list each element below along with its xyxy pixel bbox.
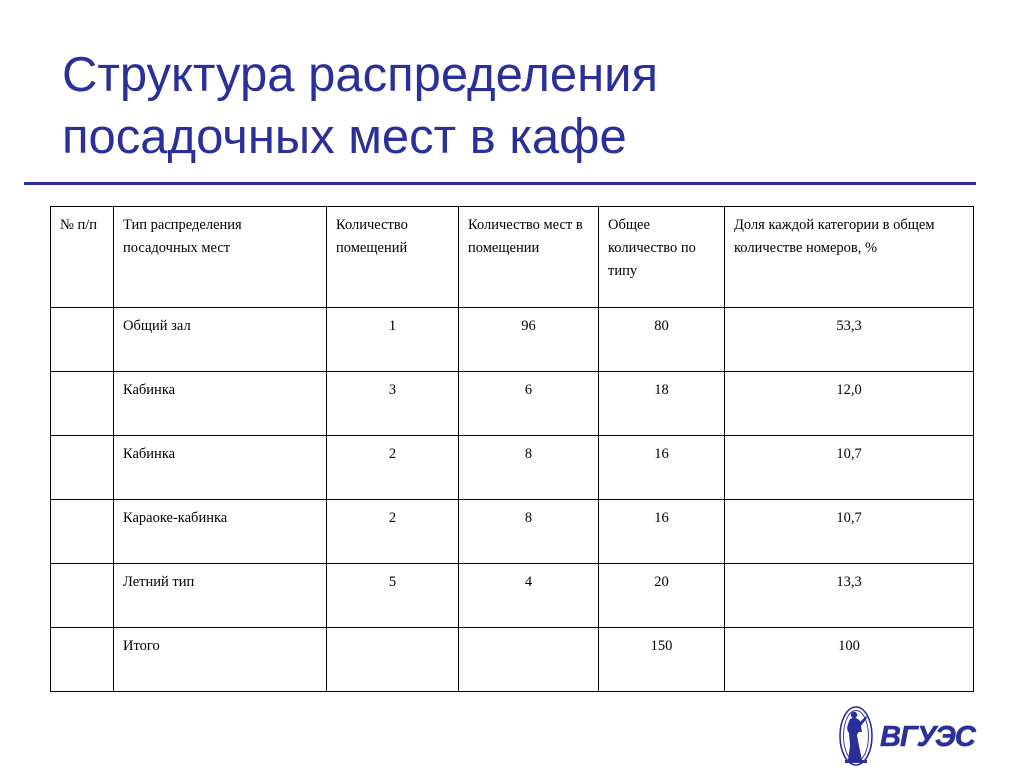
header-cell-index: № п/п xyxy=(51,207,114,308)
table-header-row xyxy=(51,207,974,308)
cell-total: 80 xyxy=(599,308,725,372)
cell-total: 20 xyxy=(599,564,725,628)
cell-type: Караоке-кабинка xyxy=(114,500,327,564)
cell-rooms: 3 xyxy=(327,372,459,436)
cell-total: 150 xyxy=(599,628,725,692)
cell-total: 18 xyxy=(599,372,725,436)
table-row xyxy=(51,308,974,372)
cell-type: Итого xyxy=(114,628,327,692)
statue-emblem-icon xyxy=(840,707,872,765)
logo-text: ВГУЭС xyxy=(880,721,975,753)
cell-seats-per-room: 96 xyxy=(459,308,599,372)
cell-share: 10,7 xyxy=(725,436,974,500)
cell-type: Летний тип xyxy=(114,564,327,628)
cell-index xyxy=(51,372,114,436)
cell-index xyxy=(51,308,114,372)
cell-rooms xyxy=(327,628,459,692)
table-row xyxy=(51,372,974,436)
header-cell-type: Тип распределения посадочных мест xyxy=(114,207,327,308)
cell-index xyxy=(51,500,114,564)
table-row xyxy=(51,500,974,564)
cell-rooms: 2 xyxy=(327,436,459,500)
cell-type: Кабинка xyxy=(114,436,327,500)
cell-index xyxy=(51,564,114,628)
table-row xyxy=(51,436,974,500)
cell-seats-per-room: 8 xyxy=(459,436,599,500)
cell-seats-per-room: 8 xyxy=(459,500,599,564)
cell-share: 100 xyxy=(725,628,974,692)
title-line-2: посадочных мест в кафе xyxy=(62,110,627,164)
cell-share: 12,0 xyxy=(725,372,974,436)
cell-type: Кабинка xyxy=(114,372,327,436)
university-logo xyxy=(836,702,996,766)
cell-seats-per-room: 6 xyxy=(459,372,599,436)
title-line-1: Структура распределения xyxy=(62,48,659,102)
cell-total: 16 xyxy=(599,436,725,500)
cell-index xyxy=(51,628,114,692)
cell-index xyxy=(51,436,114,500)
cell-rooms: 1 xyxy=(327,308,459,372)
title-divider xyxy=(24,182,976,185)
table-row xyxy=(51,564,974,628)
header-cell-total: Общее количество по типу xyxy=(599,207,725,308)
cell-rooms: 5 xyxy=(327,564,459,628)
cell-type: Общий зал xyxy=(114,308,327,372)
cell-rooms: 2 xyxy=(327,500,459,564)
header-cell-share: Доля каждой категории в общем количестве номеров, % xyxy=(725,207,974,308)
seating-table xyxy=(50,206,974,692)
page-title xyxy=(62,44,962,168)
cell-share: 53,3 xyxy=(725,308,974,372)
table-total-row xyxy=(51,628,974,692)
header-cell-rooms: Количество помещений xyxy=(327,207,459,308)
cell-share: 10,7 xyxy=(725,500,974,564)
cell-seats-per-room: 4 xyxy=(459,564,599,628)
header-cell-seats-per-room: Количество мест в помещении xyxy=(459,207,599,308)
cell-seats-per-room xyxy=(459,628,599,692)
cell-total: 16 xyxy=(599,500,725,564)
cell-share: 13,3 xyxy=(725,564,974,628)
